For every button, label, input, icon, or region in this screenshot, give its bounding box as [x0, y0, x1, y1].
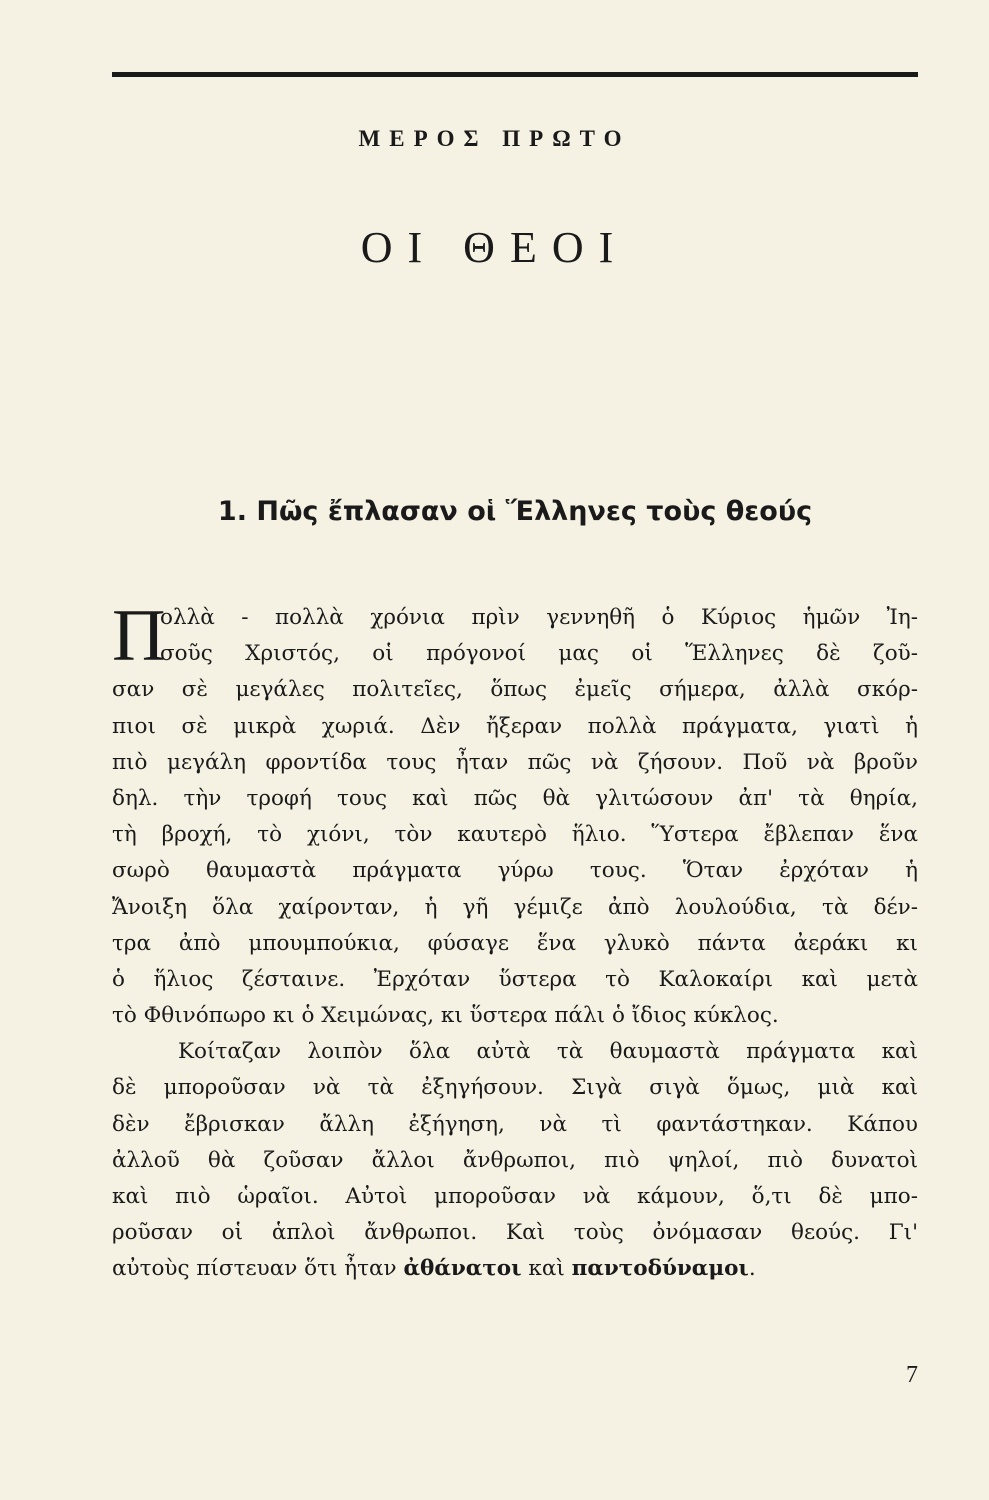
chapter-heading: 1. Πῶς ἔπλασαν οἱ Ἕλληνες τοὺς θεούς [217, 496, 813, 527]
text-line: πιὸ μεγάλη φροντίδα τους ἦταν πῶς νὰ ζήσουν. Ποῦ νὰ βροῦν [112, 749, 918, 775]
top-rule [112, 72, 918, 77]
text-line: ἀλλοῦ θὰ ζοῦσαν ἄλλοι ἄνθρωποι, πιὸ ψηλοί, πιὸ δυνατοὶ [112, 1147, 918, 1173]
text-line: πιοι σὲ μικρὰ χωριά. Δὲν ἤξεραν πολλὰ πράγματα, γιατὶ ἡ [112, 713, 918, 739]
part-heading: ΜΕΡΟΣ ΠΡΩΤΟ [358, 126, 631, 151]
drop-cap: Π [112, 595, 166, 677]
body-text [112, 595, 918, 1288]
text-line: σοῦς Χριστός, οἱ πρόγονοί μας οἱ Ἕλληνες δὲ ζοῦ- [160, 641, 918, 667]
page-title: ΟΙ ΘΕΟΙ [360, 223, 629, 272]
text-line-final [112, 1251, 918, 1287]
text-segment: . [748, 1256, 756, 1282]
emphasis-almighty: παντοδύναμοι [571, 1256, 749, 1282]
page-number: 7 [906, 1362, 918, 1388]
text-line: καὶ πιὸ ὡραῖοι. Αὐτοὶ μποροῦσαν νὰ κάμουν, ὅ,τι δὲ μπο- [112, 1184, 918, 1209]
text-line: ροῦσαν οἱ ἁπλοὶ ἄνθρωποι. Καὶ τοὺς ὀνόμασαν θεούς. Γι' [112, 1220, 918, 1246]
text-line: τὸ Φθινόπωρο κι ὁ Χειμώνας, κι ὕστερα πάλι ὁ ἴδιος κύκλος. [112, 1003, 779, 1029]
text-line: ὁ ἥλιος ζέσταινε. Ἐρχόταν ὕστερα τὸ Καλοκαίρι καὶ μετὰ [112, 966, 918, 992]
text-line: δηλ. τὴν τροφή τους καὶ πῶς θὰ γλιτώσουν ἀπ' τὰ θηρία, [112, 785, 918, 811]
text-line: δὲν ἔβρισκαν ἄλλη ἐξήγηση, νὰ τὶ φαντάστηκαν. Κάπου [112, 1111, 918, 1137]
text-line: δὲ μποροῦσαν νὰ τὰ ἐξηγήσουν. Σιγὰ σιγὰ ὅμως, μιὰ καὶ [112, 1075, 918, 1101]
text-line: Ἄνοιξη ὅλα χαίρονταν, ἡ γῆ γέμιζε ἀπὸ λουλούδια, τὰ δέν- [112, 894, 918, 920]
text-line: σωρὸ θαυμαστὰ πράγματα γύρω τους. Ὅταν ἐρχόταν ἡ [112, 858, 918, 884]
text-segment: αὐτοὺς πίστευαν ὅτι ἦταν [112, 1256, 404, 1282]
text-line: τρα ἀπὸ μπουμπούκια, φύσαγε ἕνα γλυκὸ πάντα ἀεράκι κι [112, 930, 918, 956]
text-line: τὴ βροχή, τὸ χιόνι, τὸν καυτερὸ ἥλιο. Ὕστερα ἔβλεπαν ἕνα [112, 822, 918, 848]
text-segment: καὶ [521, 1256, 572, 1282]
text-line: Κοίταζαν λοιπὸν ὅλα αὐτὰ τὰ θαυμαστὰ πράγματα καὶ [178, 1039, 918, 1065]
text-line: ολλὰ - πολλὰ χρόνια πρὶν γεννηθῆ ὁ Κύριος ἡμῶν Ἰη- [160, 605, 918, 630]
text-line: σαν σὲ μεγάλες πολιτεῖες, ὅπως ἐμεῖς σήμερα, ἀλλὰ σκόρ- [112, 677, 918, 703]
emphasis-immortal: ἀθάνατοι [403, 1256, 522, 1282]
